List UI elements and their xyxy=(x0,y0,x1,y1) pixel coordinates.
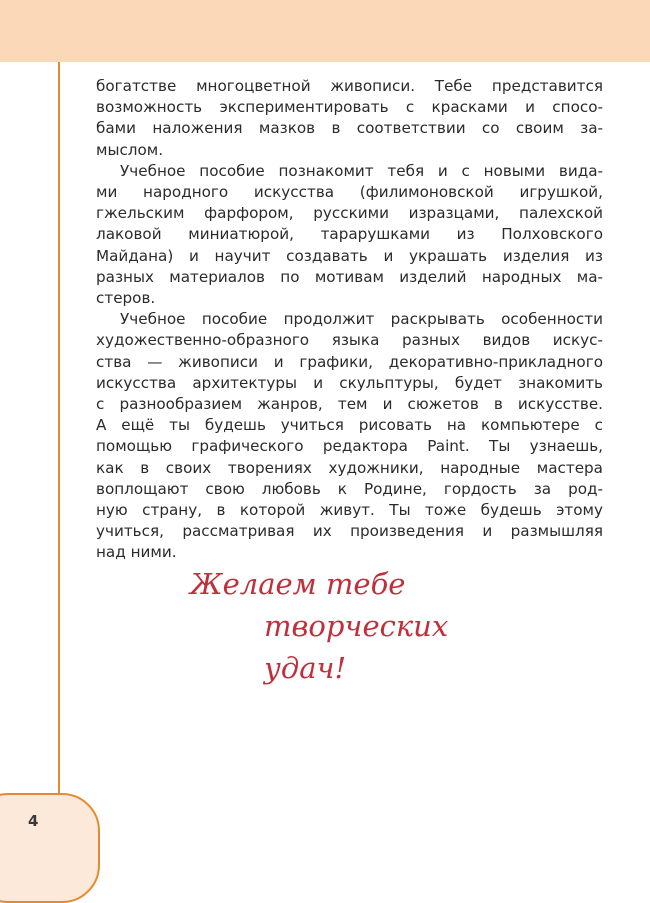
page-number-tab xyxy=(0,793,100,903)
text-line: разных материалов по мотивам изделий народных ма- xyxy=(96,267,603,286)
text-line: стеров. xyxy=(96,289,156,308)
page-number: 4 xyxy=(28,812,39,830)
wish-line-1: Желаем тебе xyxy=(190,567,406,601)
text-line: художественно-образного языка разных видов искус- xyxy=(96,331,603,350)
text-line: Учебное пособие продолжит раскрывать особенности xyxy=(120,310,603,329)
text-line: Майдана) и научит создавать и украшать изделия из xyxy=(96,246,603,265)
text-line: воплощают свою любовь к Родине, гордость за род- xyxy=(96,479,603,498)
text-line: помощью графического редактора Paint. Ты узнаешь, xyxy=(96,437,603,456)
text-line: лаковой миниатюрой, тарарушками из Полховского xyxy=(96,225,603,244)
text-line: ми народного искусства (филимоновской игрушкой, xyxy=(96,183,603,202)
text-line: ную страну, в которой живут. Ты тоже будешь этому xyxy=(96,501,603,520)
text-line: над ними. xyxy=(96,543,177,562)
text-line: гжельским фарфором, русскими изразцами, палехской xyxy=(96,204,603,223)
text-line: бами наложения мазков в соответствии со своим за- xyxy=(96,119,603,138)
text-line: Учебное пособие познакомит тебя и с новыми вида- xyxy=(120,161,603,180)
text-line: ства — живописи и графики, декоративно-прикладного xyxy=(96,352,603,371)
text-line: А ещё ты будешь учиться рисовать на компьютере с xyxy=(96,416,603,435)
text-line: учиться, рассматривая их произведения и размышляя xyxy=(96,522,603,541)
body-text xyxy=(96,76,603,564)
text-line: богатстве многоцветной живописи. Тебе представится xyxy=(96,77,603,95)
wish-message xyxy=(190,563,520,689)
text-line: мыслом. xyxy=(96,140,164,159)
text-line: возможность экспериментировать с красками и спосо- xyxy=(96,98,603,117)
text-line: с разнообразием жанров, тем и сюжетов в искусстве. xyxy=(96,395,603,414)
header-band xyxy=(0,0,650,62)
wish-line-2: творческих удач! xyxy=(264,609,449,685)
text-line: как в своих творениях художники, народные мастера xyxy=(96,458,603,477)
margin-rule xyxy=(58,62,60,809)
text-line: искусства архитектуры и скульптуры, будет знакомить xyxy=(96,373,603,392)
